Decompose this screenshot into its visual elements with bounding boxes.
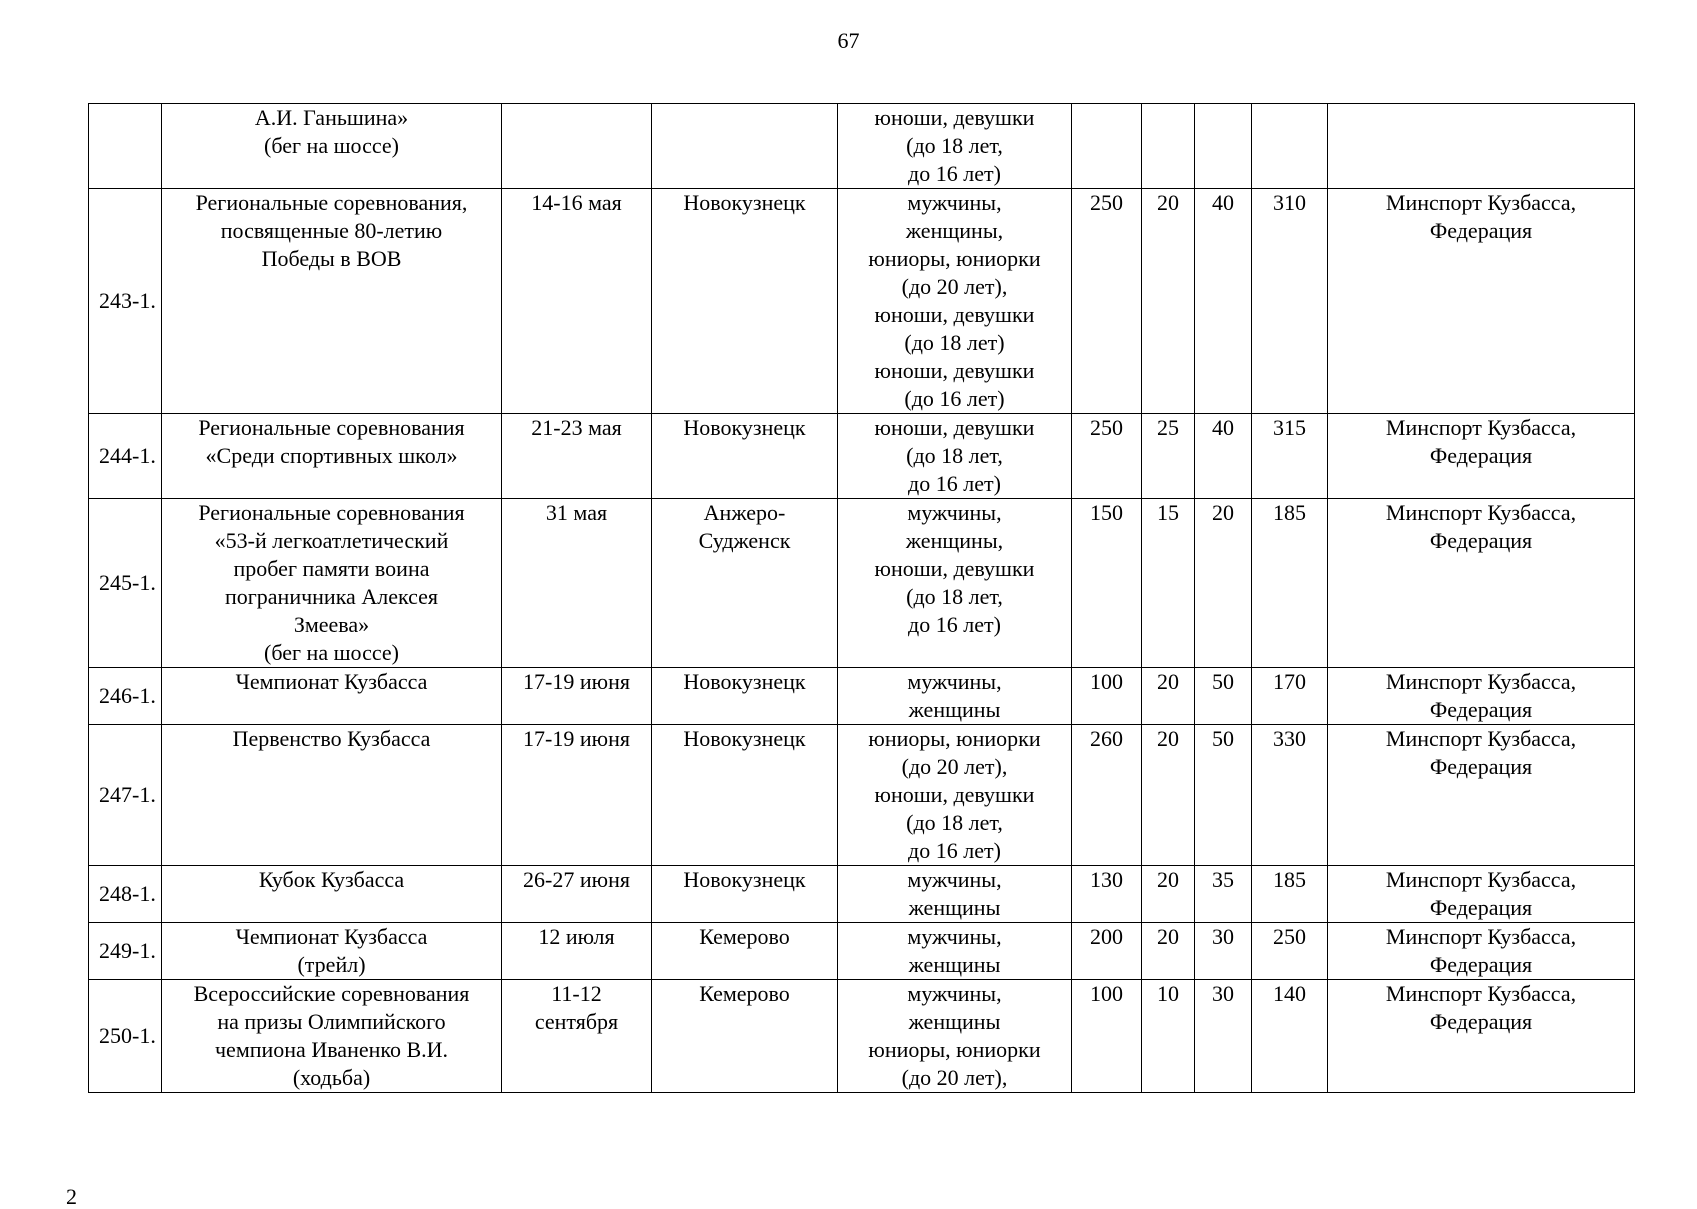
event-participants: мужчины, женщины xyxy=(838,923,1072,980)
event-organizer xyxy=(1328,104,1635,189)
count-2: 20 xyxy=(1142,189,1195,414)
event-participants: мужчины, женщины xyxy=(838,668,1072,725)
count-total: 140 xyxy=(1252,980,1328,1093)
event-date: 11-12 сентября xyxy=(502,980,652,1093)
event-date xyxy=(502,104,652,189)
event-date: 14-16 мая xyxy=(502,189,652,414)
row-number: 247-1. xyxy=(89,725,162,866)
count-2: 20 xyxy=(1142,866,1195,923)
event-name: Первенство Кузбасса xyxy=(162,725,502,866)
count-1: 100 xyxy=(1072,980,1142,1093)
count-3: 20 xyxy=(1195,499,1252,668)
count-1: 130 xyxy=(1072,866,1142,923)
row-number: 244-1. xyxy=(89,414,162,499)
count-3: 50 xyxy=(1195,725,1252,866)
event-name: Региональные соревнования «Среди спортивных школ» xyxy=(162,414,502,499)
row-number: 246-1. xyxy=(89,668,162,725)
event-place xyxy=(652,104,838,189)
count-total: 170 xyxy=(1252,668,1328,725)
event-place: Новокузнецк xyxy=(652,866,838,923)
count-2: 10 xyxy=(1142,980,1195,1093)
count-total: 315 xyxy=(1252,414,1328,499)
count-total: 185 xyxy=(1252,499,1328,668)
event-organizer: Минспорт Кузбасса, Федерация xyxy=(1328,866,1635,923)
event-name: Кубок Кузбасса xyxy=(162,866,502,923)
event-participants: мужчины, женщины, юноши, девушки (до 18 лет, до 16 лет) xyxy=(838,499,1072,668)
event-name: Региональные соревнования «53-й легкоатлетический пробег памяти воина пограничника Алексея Змеева» (бег на шоссе) xyxy=(162,499,502,668)
page-number: 67 xyxy=(837,28,860,53)
event-organizer: Минспорт Кузбасса, Федерация xyxy=(1328,499,1635,668)
row-number: 245-1. xyxy=(89,499,162,668)
count-3: 40 xyxy=(1195,189,1252,414)
event-organizer: Минспорт Кузбасса, Федерация xyxy=(1328,414,1635,499)
count-1: 150 xyxy=(1072,499,1142,668)
event-date: 17-19 июня xyxy=(502,668,652,725)
row-number: 243-1. xyxy=(89,189,162,414)
event-organizer: Минспорт Кузбасса, Федерация xyxy=(1328,668,1635,725)
count-2: 20 xyxy=(1142,923,1195,980)
count-2: 20 xyxy=(1142,668,1195,725)
event-place: Новокузнецк xyxy=(652,414,838,499)
row-number: 250-1. xyxy=(89,980,162,1093)
event-participants: юноши, девушки (до 18 лет, до 16 лет) xyxy=(838,104,1072,189)
count-1: 260 xyxy=(1072,725,1142,866)
event-place: Новокузнецк xyxy=(652,189,838,414)
table-row xyxy=(89,189,1635,414)
count-3: 35 xyxy=(1195,866,1252,923)
count-3: 30 xyxy=(1195,923,1252,980)
event-place: Новокузнецк xyxy=(652,725,838,866)
count-total xyxy=(1252,104,1328,189)
count-total: 250 xyxy=(1252,923,1328,980)
table-row xyxy=(89,866,1635,923)
table-row xyxy=(89,104,1635,189)
event-place: Новокузнецк xyxy=(652,668,838,725)
count-1 xyxy=(1072,104,1142,189)
event-participants: юноши, девушки (до 18 лет, до 16 лет) xyxy=(838,414,1072,499)
table-row xyxy=(89,499,1635,668)
event-date: 21-23 мая xyxy=(502,414,652,499)
event-date: 31 мая xyxy=(502,499,652,668)
count-1: 100 xyxy=(1072,668,1142,725)
event-date: 12 июля xyxy=(502,923,652,980)
count-2: 15 xyxy=(1142,499,1195,668)
count-3: 30 xyxy=(1195,980,1252,1093)
event-name: Региональные соревнования, посвященные 80-летию Победы в ВОВ xyxy=(162,189,502,414)
page-corner-mark: 2 xyxy=(66,1184,77,1209)
table-row xyxy=(89,923,1635,980)
count-total: 330 xyxy=(1252,725,1328,866)
event-organizer: Минспорт Кузбасса, Федерация xyxy=(1328,725,1635,866)
count-2: 20 xyxy=(1142,725,1195,866)
event-organizer: Минспорт Кузбасса, Федерация xyxy=(1328,923,1635,980)
count-1: 250 xyxy=(1072,189,1142,414)
count-total: 310 xyxy=(1252,189,1328,414)
event-name: А.И. Ганьшина» (бег на шоссе) xyxy=(162,104,502,189)
count-1: 250 xyxy=(1072,414,1142,499)
table-row xyxy=(89,725,1635,866)
event-name: Чемпионат Кузбасса xyxy=(162,668,502,725)
event-name: Чемпионат Кузбасса (трейл) xyxy=(162,923,502,980)
event-date: 17-19 июня xyxy=(502,725,652,866)
event-participants: юниоры, юниорки (до 20 лет), юноши, девушки (до 18 лет, до 16 лет) xyxy=(838,725,1072,866)
row-number xyxy=(89,104,162,189)
count-3: 50 xyxy=(1195,668,1252,725)
competitions-table xyxy=(88,103,1635,1093)
count-1: 200 xyxy=(1072,923,1142,980)
event-participants: мужчины, женщины xyxy=(838,866,1072,923)
row-number: 248-1. xyxy=(89,866,162,923)
count-2 xyxy=(1142,104,1195,189)
row-number: 249-1. xyxy=(89,923,162,980)
event-participants: мужчины, женщины юниоры, юниорки (до 20 лет), xyxy=(838,980,1072,1093)
event-place: Кемерово xyxy=(652,923,838,980)
count-3: 40 xyxy=(1195,414,1252,499)
event-date: 26-27 июня xyxy=(502,866,652,923)
event-organizer: Минспорт Кузбасса, Федерация xyxy=(1328,980,1635,1093)
table-row xyxy=(89,414,1635,499)
event-name: Всероссийские соревнования на призы Олимпийского чемпиона Иваненко В.И. (ходьба) xyxy=(162,980,502,1093)
event-organizer: Минспорт Кузбасса, Федерация xyxy=(1328,189,1635,414)
count-3 xyxy=(1195,104,1252,189)
event-place: Анжеро- Судженск xyxy=(652,499,838,668)
event-place: Кемерово xyxy=(652,980,838,1093)
count-total: 185 xyxy=(1252,866,1328,923)
table-row xyxy=(89,980,1635,1093)
event-participants: мужчины, женщины, юниоры, юниорки (до 20 лет), юноши, девушки (до 18 лет) юноши, девушки (до 16 лет) xyxy=(838,189,1072,414)
table-row xyxy=(89,668,1635,725)
count-2: 25 xyxy=(1142,414,1195,499)
